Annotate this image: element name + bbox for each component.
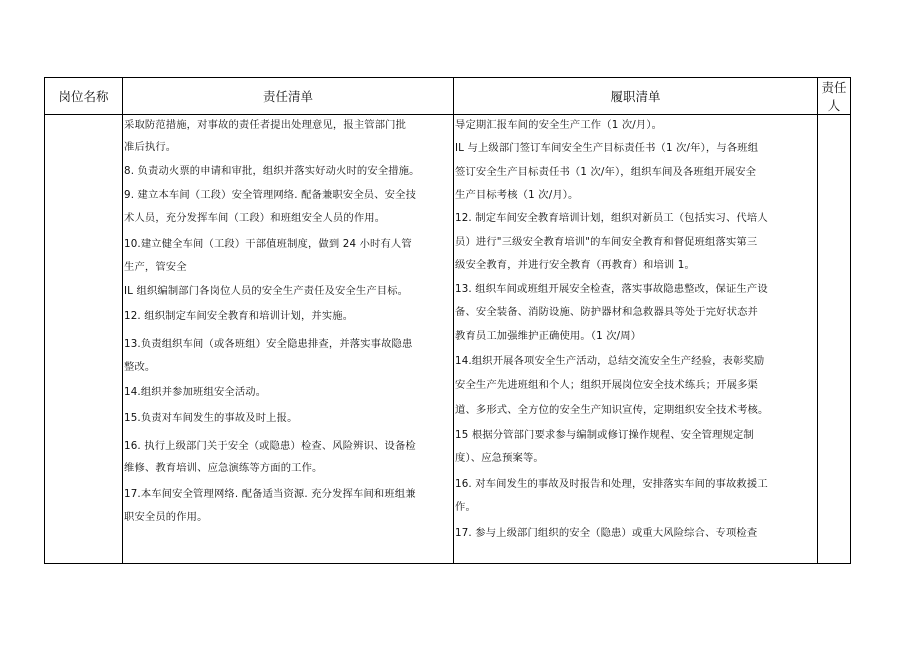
text-line: 15.负责对车间发生的事故及时上报。: [124, 412, 298, 424]
text-line: 14.组织并参加班组安全活动。: [124, 386, 267, 398]
text-line: 16. 执行上级部门关于安全（或隐患）检查、风险辨识、设备检: [124, 440, 416, 452]
text-line: 生产，管安全: [124, 261, 187, 273]
responsibility-text: [123, 115, 453, 563]
text-line: 术人员，充分发挥车间（工段）和班组安全人员的作用。: [124, 212, 386, 224]
text-line: 度）、应急预案等。: [455, 452, 544, 464]
text-line: 12. 组织制定车间安全教育和培训计划，并实施。: [124, 310, 354, 322]
text-line: 9. 建立本车间（工段）安全管理网络. 配备兼职安全员、安全技: [124, 189, 417, 201]
text-line: 14.组织开展各项安全生产活动，总结交流安全生产经验，表彰奖励: [455, 355, 765, 367]
responsibility-cell: [123, 115, 454, 564]
text-line: 17.本车间安全管理网络. 配备适当资源. 充分发挥车间和班组兼: [124, 488, 416, 500]
text-line: 生产目标考核（1 次/月）。: [455, 189, 579, 201]
responsible-person-cell: [818, 115, 851, 564]
text-line: 13.负责组织车间（或各班组）安全隐患排查，并落实事故隐患: [124, 338, 413, 350]
text-line: 整改。: [124, 361, 156, 373]
text-line: 17. 参与上级部门组织的安全（隐患）或重大风险综合、专项检查: [455, 527, 758, 539]
text-line: 16. 对车间发生的事故及时报告和处理，安排落实车间的事故救援工: [455, 478, 768, 490]
header-performance-list: 履职清单: [454, 78, 818, 115]
header-responsible-person: 责任人: [818, 78, 851, 115]
text-line: 采取防范措施，对事故的责任者提出处理意见，报主管部门批: [124, 119, 407, 131]
table-header-row: [45, 78, 851, 115]
performance-text: [454, 115, 817, 563]
text-line: 12. 制定车间安全教育培训计划，组织对新员工（包括实习、代培人: [455, 212, 768, 224]
text-line: 员）进行"三级安全教育培训"的车间安全教育和督促班组落实第三: [455, 236, 758, 248]
text-line: 备、安全装备、消防设施、防护器材和急救器具等处于完好状态并: [455, 306, 758, 318]
text-line: 维修、教育培训、应急演练等方面的工作。: [124, 462, 323, 474]
table-row: [45, 115, 851, 564]
text-line: 13. 组织车间或班组开展安全检查，落实事故隐患整改，保证生产设: [455, 283, 768, 295]
header-post-name: 岗位名称: [45, 78, 123, 115]
text-line: 10.建立健全车间（工段）干部值班制度，做到 24 小时有人管: [124, 238, 412, 250]
responsibility-table: [44, 77, 851, 564]
text-line: 导定期汇报车间的安全生产工作（1 次/月）。: [455, 119, 663, 131]
text-line: 道、多形式、全方位的安全生产知识宣传，定期组织安全技术考核。: [455, 404, 769, 416]
text-line: 教育员工加强维护正确使用。（1 次/周）: [455, 330, 642, 342]
header-responsibility-list: 责任清单: [123, 78, 454, 115]
text-line: 作。: [455, 501, 476, 513]
post-name-cell: [45, 115, 123, 564]
performance-cell: [454, 115, 818, 564]
text-line: 准后执行。: [124, 141, 177, 153]
text-line: 职安全员的作用。: [124, 511, 208, 523]
text-line: 15 根据分管部门要求参与编制或修订操作规程、安全管理规定制: [455, 429, 754, 441]
text-line: 安全生产先进班组和个人；组织开展岗位安全技术练兵；开展多渠: [455, 379, 758, 391]
text-line: IL 组织编制部门各岗位人员的安全生产责任及安全生产目标。: [124, 285, 409, 297]
text-line: 8. 负责动火票的申请和审批，组织并落实好动火时的安全措施。: [124, 165, 420, 177]
text-line: 签订安全生产目标责任书（1 次/年），组织车间及各班组开展安全: [455, 166, 757, 178]
text-line: 级安全教育，并进行安全教育（再教育）和培训 1。: [455, 259, 695, 271]
text-line: IL 与上级部门签订车间安全生产目标责任书（1 次/年），与各班组: [455, 142, 759, 154]
